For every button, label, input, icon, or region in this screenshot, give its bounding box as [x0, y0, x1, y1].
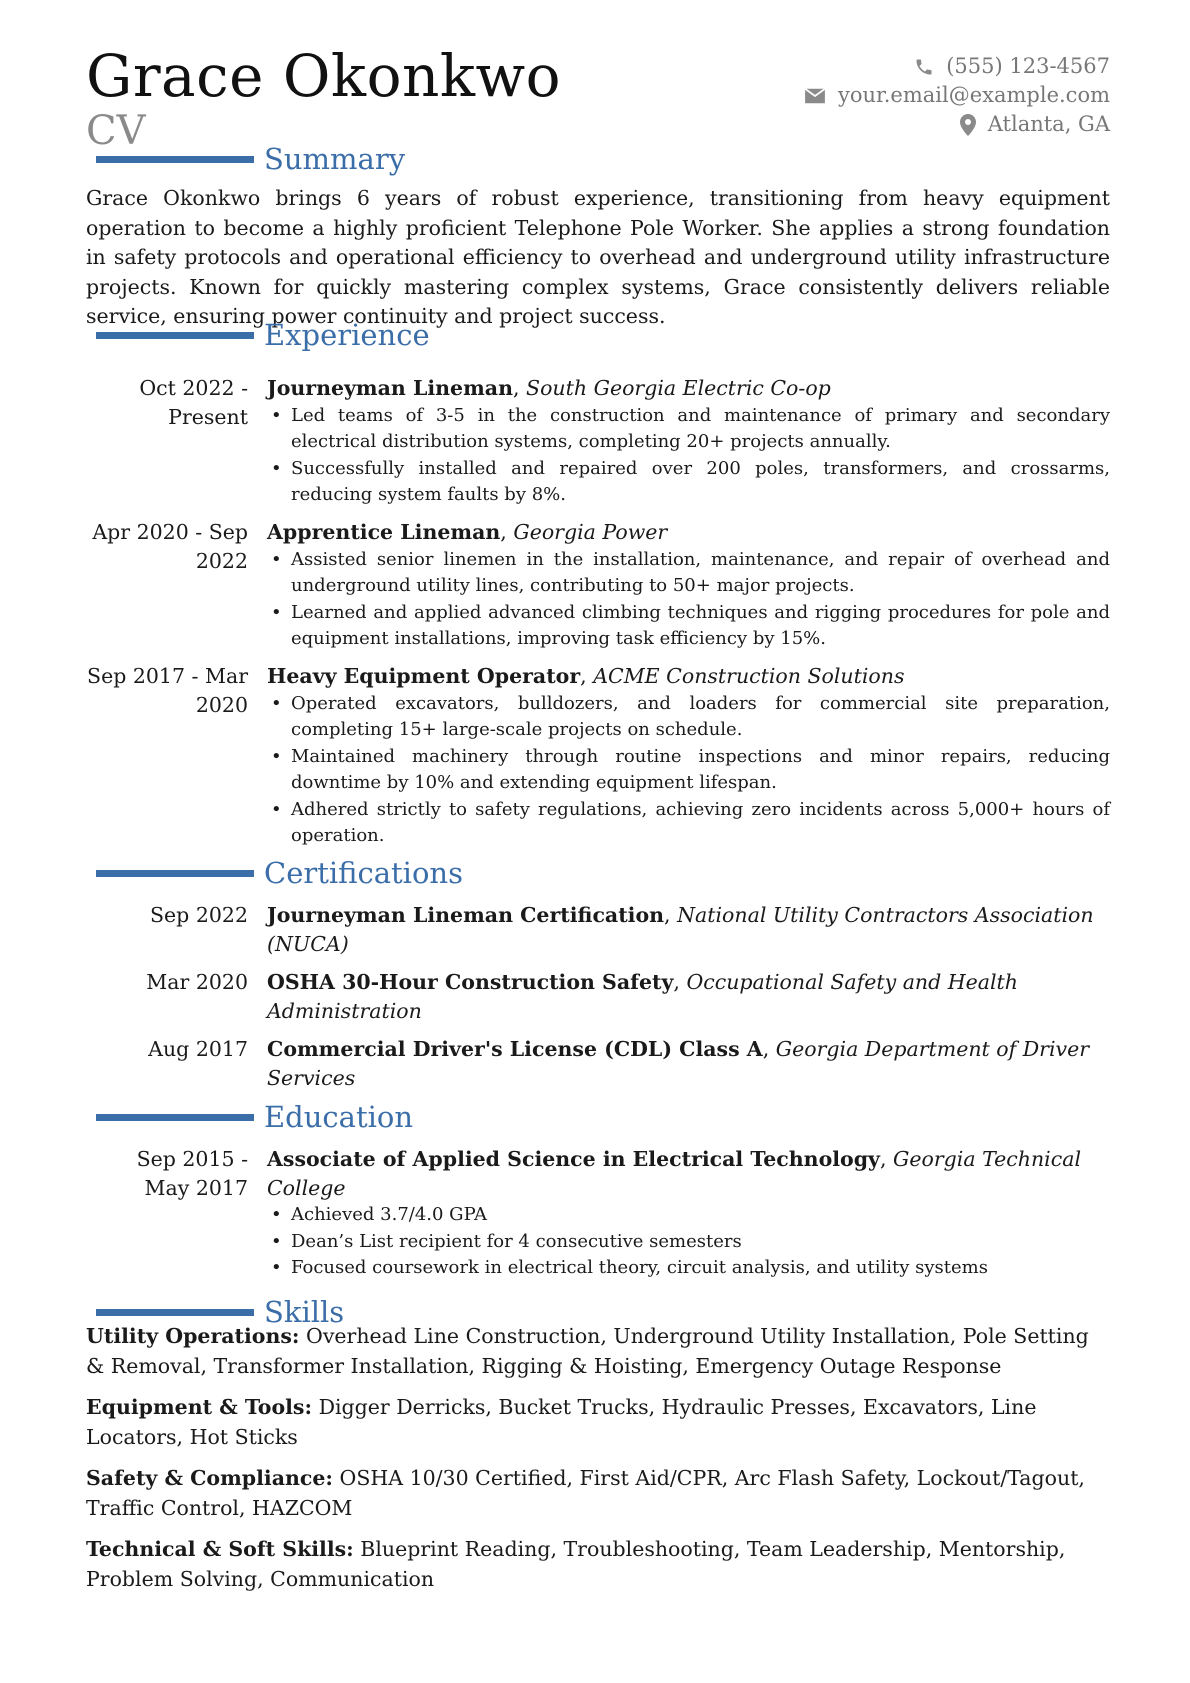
summary-text: Grace Okonkwo brings 6 years of robust experience, transitioning from heavy equipment operation to become a highly proficient Telephone Pole Worker. She applies a strong foundation in safety protocols and operational efficiency to overhead and underground utility infrastructure projects. Known for quickly mastering complex systems, Grace consistently delivers reliable service, ensuring power continuity and project success. — [86, 186, 1110, 328]
skill-items: Blueprint Reading, Troubleshooting, Team Leadership, Mentorship, Problem Solving, Communication — [86, 1537, 1066, 1591]
entry-date: Mar 2020 — [146, 970, 248, 994]
skill-category: Utility Operations: — [86, 1324, 300, 1348]
issuer: Occupational Safety and Health Administration — [267, 970, 1019, 1023]
list-item: • Achieved 3.7/4.0 GPA — [267, 1202, 1110, 1229]
section-title-certifications: Certifications — [264, 856, 463, 890]
skill-row — [86, 1464, 1110, 1523]
job-title: Heavy Equipment Operator — [267, 664, 581, 688]
degree-title: Associate of Applied Science in Electrical Technology — [267, 1147, 880, 1171]
skill-category: Technical & Soft Skills: — [86, 1537, 354, 1561]
issuer: Georgia Department of Driver Services — [267, 1037, 1090, 1090]
section-title-summary: Summary — [264, 142, 406, 176]
email-address: your.email@example.com — [837, 83, 1110, 107]
section-header-summary — [96, 139, 405, 179]
section-header-experience — [96, 315, 430, 355]
contact-phone[interactable] — [690, 52, 1110, 81]
phone-number: (555) 123-4567 — [946, 54, 1110, 78]
list-item: • Dean’s List recipient for 4 consecutive semesters — [267, 1229, 1110, 1256]
skill-items: OSHA 10/30 Certified, First Aid/CPR, Arc Flash Safety, Lockout/Tagout, Traffic Control, HAZCOM — [86, 1466, 1085, 1520]
employer: ACME Construction Solutions — [593, 664, 905, 688]
entry-title: Apprentice Lineman, Georgia Power — [267, 520, 668, 544]
skill-row — [86, 1322, 1110, 1381]
certification-title: OSHA 30-Hour Construction Safety — [267, 970, 674, 994]
map-marker-icon — [960, 114, 976, 136]
skills-list — [86, 1322, 1110, 1606]
list-item: • Operated excavators, bulldozers, and loaders for commercial site preparation, completing 15+ large-scale projects on schedule. — [267, 691, 1110, 744]
list-item: • Assisted senior linemen in the installation, maintenance, and repair of overhead and underground utility lines, contributing to 50+ major projects. — [267, 547, 1110, 600]
list-item: • Successfully installed and repaired over 200 poles, transformers, and crossarms, reducing system faults by 8%. — [267, 456, 1110, 509]
location-text: Atlanta, GA — [987, 112, 1110, 136]
institution: Georgia Technical College — [267, 1147, 1081, 1200]
phone-icon — [914, 57, 934, 77]
candidate-name: Grace Okonkwo — [86, 42, 562, 110]
entry-date: Aug 2017 — [148, 1037, 248, 1061]
job-title: Apprentice Lineman — [267, 520, 501, 544]
contact-location — [690, 110, 1110, 139]
list-item: • Maintained machinery through routine inspections and minor repairs, reducing downtime by 10% and extending equipment lifespan. — [267, 744, 1110, 797]
skill-row — [86, 1535, 1110, 1594]
skill-category: Safety & Compliance: — [86, 1466, 333, 1490]
skill-row — [86, 1393, 1110, 1452]
section-title-experience: Experience — [264, 318, 430, 352]
certification-title: Journeyman Lineman Certification — [267, 903, 665, 927]
certification-title: Commercial Driver's License (CDL) Class A — [267, 1037, 763, 1061]
list-item: • Learned and applied advanced climbing techniques and rigging procedures for pole and equipment installations, improving task efficiency by 15%. — [267, 600, 1110, 653]
skill-category: Equipment & Tools: — [86, 1395, 313, 1419]
section-title-skills: Skills — [264, 1295, 345, 1329]
contact-email[interactable] — [690, 81, 1110, 110]
skill-items: Overhead Line Construction, Underground Utility Installation, Pole Setting & Removal, Transformer Installation, Rigging & Hoisting, Emergency Outage Response — [86, 1324, 1089, 1378]
entry-title: Journeyman Lineman, South Georgia Electric Co-op — [267, 376, 831, 400]
employer: Georgia Power — [513, 520, 668, 544]
section-bar — [96, 156, 254, 163]
entry-title: Heavy Equipment Operator, ACME Construction Solutions — [267, 664, 905, 688]
entry-date: Sep 2022 — [150, 903, 248, 927]
section-bar — [96, 1309, 254, 1316]
entry-title: Journeyman Lineman Certification, National Utility Contractors Association (NUCA) — [267, 903, 1094, 956]
job-title: Journeyman Lineman — [267, 376, 513, 400]
list-item: • Focused coursework in electrical theory, circuit analysis, and utility systems — [267, 1255, 1110, 1282]
document-subtitle: CV — [86, 108, 146, 154]
skill-items: Digger Derricks, Bucket Trucks, Hydraulic Presses, Excavators, Line Locators, Hot Sticks — [86, 1395, 1037, 1449]
section-title-education: Education — [264, 1100, 414, 1134]
entry-date: Apr 2020 - Sep 2022 — [92, 520, 248, 573]
issuer: National Utility Contractors Association (NUCA) — [267, 903, 1094, 956]
section-bar — [96, 870, 254, 877]
entry-date: Oct 2022 - Present — [139, 376, 248, 429]
section-header-education — [96, 1097, 413, 1137]
entry-date: Sep 2017 - Mar 2020 — [87, 664, 248, 717]
entry-title: OSHA 30-Hour Construction Safety, Occupational Safety and Health Administration — [267, 970, 1019, 1023]
contact-block — [690, 52, 1110, 139]
section-bar — [96, 1114, 254, 1121]
entry-title: Commercial Driver's License (CDL) Class A, Georgia Department of Driver Services — [267, 1037, 1090, 1090]
employer: South Georgia Electric Co-op — [526, 376, 831, 400]
section-header-certifications — [96, 853, 463, 893]
section-bar — [96, 332, 254, 339]
entry-date: Sep 2015 - May 2017 — [136, 1147, 248, 1200]
envelope-icon — [804, 87, 826, 105]
list-item: • Adhered strictly to safety regulations, achieving zero incidents across 5,000+ hours of operation. — [267, 797, 1110, 850]
list-item: • Led teams of 3-5 in the construction and maintenance of primary and secondary electrical distribution systems, completing 20+ projects annually. — [267, 403, 1110, 456]
entry-title: Associate of Applied Science in Electrical Technology, Georgia Technical College — [267, 1147, 1081, 1200]
